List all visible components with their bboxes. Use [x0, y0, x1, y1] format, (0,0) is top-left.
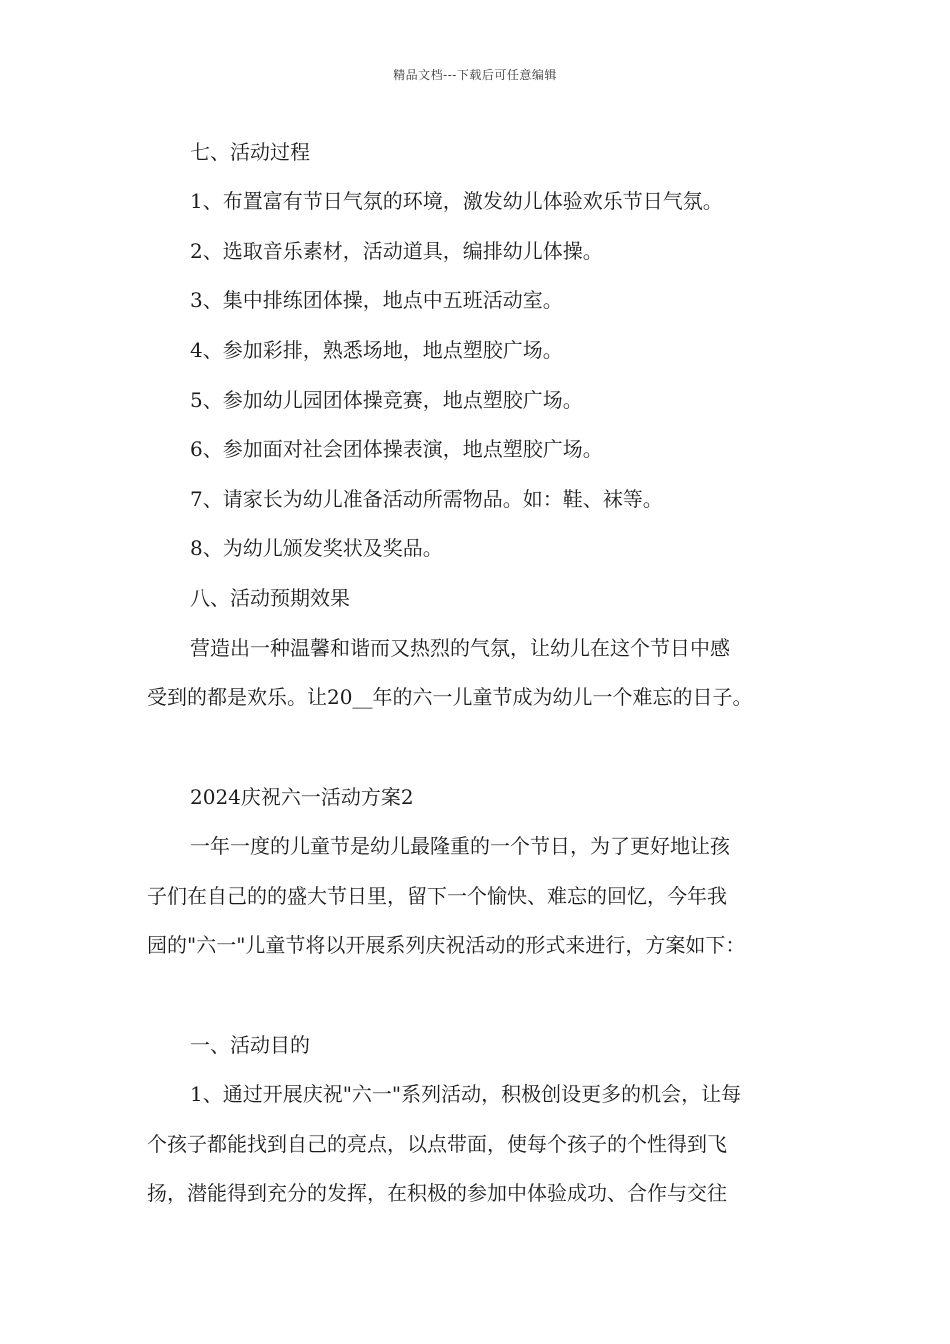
paragraph-line: 2、选取音乐素材，活动道具，编排幼儿体操。 — [190, 239, 603, 263]
paragraph-line: 营造出一种温馨和谐而又热烈的气氛，让幼儿在这个节日中感 — [190, 636, 730, 660]
paragraph-line: 1、通过开展庆祝"六一"系列活动，积极创设更多的机会，让每 — [190, 1082, 742, 1106]
section-heading-1: 一、活动目的 — [190, 1033, 310, 1057]
paragraph-line: 3、集中排练团体操，地点中五班活动室。 — [190, 288, 563, 312]
page-header: 精品文档---下载后可任意编辑 — [393, 68, 557, 82]
paragraph-line: 子们在自己的的盛大节日里，留下一个愉快、难忘的回忆，今年我 — [147, 884, 727, 908]
paragraph-line: 个孩子都能找到自己的亮点，以点带面，使每个孩子的个性得到飞 — [147, 1132, 727, 1156]
section-heading-8: 八、活动预期效果 — [190, 586, 350, 610]
paragraph-line: 5、参加幼儿园团体操竞赛，地点塑胶广场。 — [190, 388, 583, 412]
paragraph-line: 受到的都是欢乐。让20__年的六一儿童节成为幼儿一个难忘的日子。 — [147, 685, 753, 709]
paragraph-line: 8、为幼儿颁发奖状及奖品。 — [190, 536, 443, 560]
paragraph-line: 园的"六一"儿童节将以开展系列庆祝活动的形式来进行，方案如下： — [147, 933, 746, 957]
paragraph-line: 6、参加面对社会团体操表演，地点塑胶广场。 — [190, 437, 603, 461]
paragraph-line: 一年一度的儿童节是幼儿最隆重的一个节日，为了更好地让孩 — [190, 834, 730, 858]
paragraph-line: 7、请家长为幼儿准备活动所需物品。如：鞋、袜等。 — [190, 487, 663, 511]
paragraph-line: 1、布置富有节日气氛的环境，激发幼儿体验欢乐节日气氛。 — [190, 189, 723, 213]
paragraph-line: 扬，潜能得到充分的发挥，在积极的参加中体验成功、合作与交往 — [147, 1181, 727, 1205]
paragraph-line: 4、参加彩排，熟悉场地，地点塑胶广场。 — [190, 338, 563, 362]
section-heading-7: 七、活动过程 — [190, 140, 310, 164]
document-subtitle: 2024庆祝六一活动方案2 — [190, 785, 414, 809]
